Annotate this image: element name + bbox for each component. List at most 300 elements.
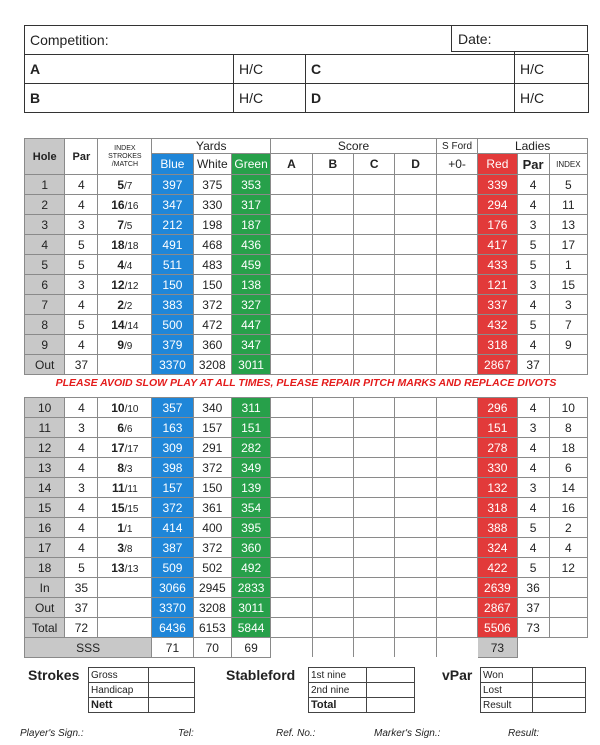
score-b-input[interactable] xyxy=(312,275,353,295)
sss-score-a xyxy=(271,638,312,658)
out-front-blue: 3370 xyxy=(152,355,193,375)
stableford-input[interactable] xyxy=(436,175,477,195)
green-yards: 347 xyxy=(231,335,270,355)
score-b-input[interactable] xyxy=(312,438,353,458)
hole-row xyxy=(25,235,588,255)
score-c-input[interactable] xyxy=(354,538,395,558)
green-yards: 282 xyxy=(231,438,270,458)
par-value: 4 xyxy=(65,518,98,538)
score-header: Score xyxy=(271,139,437,154)
par-value: 5 xyxy=(65,315,98,335)
score-d-input[interactable] xyxy=(395,438,436,458)
green-yards: 151 xyxy=(231,418,270,438)
out-front-label: Out xyxy=(25,355,65,375)
score-d-header: D xyxy=(395,154,436,175)
score-b-input[interactable] xyxy=(312,418,353,438)
score-b-input[interactable] xyxy=(312,398,353,418)
score-a-input[interactable] xyxy=(271,275,312,295)
red-yards: 432 xyxy=(478,315,517,335)
par-value: 3 xyxy=(65,275,98,295)
hole-number: 4 xyxy=(25,235,65,255)
sss-score-d xyxy=(395,638,436,658)
green-yards: 349 xyxy=(231,458,270,478)
total-index-blank xyxy=(98,618,152,638)
stroke-index-value: 3 xyxy=(117,540,125,555)
red-yards: 121 xyxy=(478,275,517,295)
par-value: 4 xyxy=(65,438,98,458)
result-label: Result xyxy=(481,698,533,713)
lost-label: Lost xyxy=(481,683,533,698)
red-yards: 296 xyxy=(478,398,517,418)
hole-row xyxy=(25,458,588,478)
stableford-input[interactable] xyxy=(436,498,477,518)
score-a-input[interactable] xyxy=(271,335,312,355)
score-a-input[interactable] xyxy=(271,558,312,578)
won-input[interactable] xyxy=(533,668,586,683)
white-yards: 400 xyxy=(193,518,231,538)
score-a-input[interactable] xyxy=(271,235,312,255)
red-yards: 337 xyxy=(478,295,517,315)
lost-input[interactable] xyxy=(533,683,586,698)
ladies-index: 10 xyxy=(549,398,587,418)
ladies-par: 4 xyxy=(517,458,549,478)
sss-blank-1 xyxy=(517,638,549,658)
par-value: 4 xyxy=(65,538,98,558)
stroke-index-value: 17 xyxy=(111,440,125,455)
score-a-input[interactable] xyxy=(271,458,312,478)
score-c-input[interactable] xyxy=(354,315,395,335)
score-c-input[interactable] xyxy=(354,255,395,275)
stroke-index xyxy=(98,498,152,518)
hole-number: 18 xyxy=(25,558,65,578)
score-d-input[interactable] xyxy=(395,458,436,478)
white-yards: 372 xyxy=(193,458,231,478)
out-blue: 3370 xyxy=(152,598,193,618)
stroke-index-value: 14 xyxy=(111,317,125,332)
score-a-input[interactable] xyxy=(271,215,312,235)
score-d-input[interactable] xyxy=(395,335,436,355)
ladies-index: 16 xyxy=(549,498,587,518)
in-score-c[interactable] xyxy=(354,578,395,598)
stroke-index-value: 7 xyxy=(117,217,125,232)
total-score-a[interactable] xyxy=(271,618,312,638)
player-b-field[interactable]: B xyxy=(25,84,234,113)
white-yards: 291 xyxy=(193,438,231,458)
score-c-header: C xyxy=(354,154,395,175)
stableford-input[interactable] xyxy=(436,215,477,235)
white-yards: 340 xyxy=(193,398,231,418)
in-score-a[interactable] xyxy=(271,578,312,598)
out-index-blank xyxy=(98,598,152,618)
ladies-par: 4 xyxy=(517,498,549,518)
par-value: 4 xyxy=(65,295,98,315)
ladies-index-header: INDEX xyxy=(549,154,587,175)
out-front-stableford[interactable] xyxy=(436,355,477,375)
sss-blue: 71 xyxy=(152,638,193,658)
stroke-index xyxy=(98,315,152,335)
par-value: 4 xyxy=(65,195,98,215)
par-value: 3 xyxy=(65,418,98,438)
match-index-value: /17 xyxy=(124,443,139,455)
score-b-input[interactable] xyxy=(312,295,353,315)
in-ladies-index-blank xyxy=(549,578,587,598)
score-a-input[interactable] xyxy=(271,315,312,335)
score-a-input[interactable] xyxy=(271,398,312,418)
score-c-input[interactable] xyxy=(354,295,395,315)
score-c-input[interactable] xyxy=(354,275,395,295)
stableford-input[interactable] xyxy=(436,315,477,335)
stroke-index xyxy=(98,255,152,275)
ladies-par: 5 xyxy=(517,315,549,335)
green-yards: 436 xyxy=(231,235,270,255)
score-d-input[interactable] xyxy=(395,175,436,195)
blue-yards: 414 xyxy=(152,518,193,538)
score-a-input[interactable] xyxy=(271,478,312,498)
score-d-input[interactable] xyxy=(395,275,436,295)
score-a-input[interactable] xyxy=(271,438,312,458)
score-d-input[interactable] xyxy=(395,315,436,335)
out-score-b[interactable] xyxy=(312,598,353,618)
total-par: 72 xyxy=(65,618,98,638)
in-blue: 3066 xyxy=(152,578,193,598)
first-nine-input[interactable] xyxy=(367,668,415,683)
red-yards: 339 xyxy=(478,175,517,195)
stableford-total-label: Total xyxy=(309,698,367,713)
in-white: 2945 xyxy=(193,578,231,598)
stableford-input[interactable] xyxy=(436,538,477,558)
ref-no-label: Ref. No.: xyxy=(276,728,316,739)
stableford-total-input[interactable] xyxy=(367,698,415,713)
score-d-input[interactable] xyxy=(395,235,436,255)
red-tee-header: Red xyxy=(478,154,517,175)
ladies-par: 4 xyxy=(517,398,549,418)
hole-number: 7 xyxy=(25,295,65,315)
out-par: 37 xyxy=(65,598,98,618)
stroke-index-value: 5 xyxy=(117,177,125,192)
handicap-input[interactable] xyxy=(149,683,195,698)
out-row xyxy=(25,598,588,618)
score-c-input[interactable] xyxy=(354,418,395,438)
player-b-handicap[interactable]: H/C xyxy=(234,84,306,113)
hole-number: 13 xyxy=(25,458,65,478)
stroke-index xyxy=(98,275,152,295)
par-value: 3 xyxy=(65,478,98,498)
score-b-input[interactable] xyxy=(312,498,353,518)
score-d-input[interactable] xyxy=(395,215,436,235)
vpar-label: vPar xyxy=(442,667,473,683)
stroke-index-value: 10 xyxy=(111,400,125,415)
player-a-field[interactable]: A xyxy=(25,55,234,84)
total-score-c[interactable] xyxy=(354,618,395,638)
hole-row xyxy=(25,215,588,235)
score-c-input[interactable] xyxy=(354,558,395,578)
score-a-input[interactable] xyxy=(271,295,312,315)
stroke-index-value: 12 xyxy=(111,277,125,292)
stableford-input[interactable] xyxy=(436,195,477,215)
score-d-input[interactable] xyxy=(395,295,436,315)
total-ladies-index-blank xyxy=(549,618,587,638)
in-score-b[interactable] xyxy=(312,578,353,598)
par-value: 5 xyxy=(65,235,98,255)
hole-row xyxy=(25,175,588,195)
stableford-input[interactable] xyxy=(436,275,477,295)
out-stableford[interactable] xyxy=(436,598,477,618)
player-c-field[interactable]: C xyxy=(306,55,515,84)
ladies-par: 5 xyxy=(517,518,549,538)
strokes-label: Strokes xyxy=(28,667,80,683)
score-c-input[interactable] xyxy=(354,438,395,458)
score-a-input[interactable] xyxy=(271,195,312,215)
score-b-input[interactable] xyxy=(312,478,353,498)
stroke-index xyxy=(98,438,152,458)
sss-score-b xyxy=(312,638,353,658)
score-d-input[interactable] xyxy=(395,418,436,438)
stableford-input[interactable] xyxy=(436,398,477,418)
second-nine-label: 2nd nine xyxy=(309,683,367,698)
nett-input[interactable] xyxy=(149,698,195,713)
score-d-input[interactable] xyxy=(395,398,436,418)
hole-row xyxy=(25,335,588,355)
ladies-par: 4 xyxy=(517,438,549,458)
in-stableford[interactable] xyxy=(436,578,477,598)
score-a-input[interactable] xyxy=(271,518,312,538)
match-index-value: /15 xyxy=(124,503,139,515)
white-tee-header: White xyxy=(193,154,231,175)
player-c-handicap[interactable]: H/C xyxy=(515,55,589,84)
result-input[interactable] xyxy=(533,698,586,713)
score-d-input[interactable] xyxy=(395,558,436,578)
total-stableford[interactable] xyxy=(436,618,477,638)
blue-yards: 212 xyxy=(152,215,193,235)
out-front-white: 3208 xyxy=(193,355,231,375)
stableford-box xyxy=(308,667,415,713)
out-score-d[interactable] xyxy=(395,598,436,618)
score-c-input[interactable] xyxy=(354,195,395,215)
stroke-index-value: 6 xyxy=(117,420,125,435)
hole-number: 10 xyxy=(25,398,65,418)
ladies-par: 4 xyxy=(517,335,549,355)
score-b-input[interactable] xyxy=(312,215,353,235)
out-ladies-index-blank xyxy=(549,598,587,618)
stroke-index xyxy=(98,518,152,538)
stableford-input[interactable] xyxy=(436,335,477,355)
score-c-input[interactable] xyxy=(354,478,395,498)
total-ladies-par: 73 xyxy=(517,618,549,638)
score-c-input[interactable] xyxy=(354,335,395,355)
sford-header: S Ford xyxy=(436,139,477,154)
score-a-input[interactable] xyxy=(271,418,312,438)
stroke-index-value: 1 xyxy=(117,520,125,535)
blue-yards: 398 xyxy=(152,458,193,478)
stableford-input[interactable] xyxy=(436,295,477,315)
in-label: In xyxy=(25,578,65,598)
green-yards: 459 xyxy=(231,255,270,275)
score-c-input[interactable] xyxy=(354,235,395,255)
stroke-index-value: 9 xyxy=(117,337,125,352)
stableford-input[interactable] xyxy=(436,518,477,538)
score-b-input[interactable] xyxy=(312,255,353,275)
out-front-green: 3011 xyxy=(231,355,270,375)
hole-number: 17 xyxy=(25,538,65,558)
white-yards: 150 xyxy=(193,478,231,498)
out-front-par: 37 xyxy=(65,355,98,375)
stableford-input[interactable] xyxy=(436,418,477,438)
score-b-input[interactable] xyxy=(312,315,353,335)
stroke-index-value: 16 xyxy=(111,197,125,212)
player-a-handicap[interactable]: H/C xyxy=(234,55,306,84)
score-c-input[interactable] xyxy=(354,175,395,195)
score-a-input[interactable] xyxy=(271,498,312,518)
ladies-par: 4 xyxy=(517,195,549,215)
hole-number: 11 xyxy=(25,418,65,438)
total-blue: 6436 xyxy=(152,618,193,638)
stableford-input[interactable] xyxy=(436,458,477,478)
score-c-input[interactable] xyxy=(354,518,395,538)
out-score-a[interactable] xyxy=(271,598,312,618)
blue-yards: 150 xyxy=(152,275,193,295)
out-front-index-blank xyxy=(98,355,152,375)
hole-number: 14 xyxy=(25,478,65,498)
par-value: 5 xyxy=(65,255,98,275)
blue-yards: 357 xyxy=(152,398,193,418)
match-index-value: /5 xyxy=(124,220,133,232)
green-yards: 311 xyxy=(231,398,270,418)
hole-row xyxy=(25,295,588,315)
stableford-input[interactable] xyxy=(436,558,477,578)
match-index-value: /3 xyxy=(124,463,133,475)
player-d-field[interactable]: D xyxy=(306,84,515,113)
sss-blank-2 xyxy=(549,638,587,658)
out-front-ladies-index-blank xyxy=(549,355,587,375)
score-c-input[interactable] xyxy=(354,498,395,518)
gross-input[interactable] xyxy=(149,668,195,683)
score-a-input[interactable] xyxy=(271,255,312,275)
out-front-score-d[interactable] xyxy=(395,355,436,375)
white-yards: 472 xyxy=(193,315,231,335)
stableford-input[interactable] xyxy=(436,478,477,498)
hole-row xyxy=(25,438,588,458)
score-d-input[interactable] xyxy=(395,478,436,498)
out-front-ladies-par: 37 xyxy=(517,355,549,375)
ladies-index: 5 xyxy=(549,175,587,195)
hole-row xyxy=(25,538,588,558)
out-score-c[interactable] xyxy=(354,598,395,618)
yards-header: Yards xyxy=(152,139,271,154)
score-d-input[interactable] xyxy=(395,195,436,215)
stroke-index-value: 4 xyxy=(117,257,125,272)
total-score-d[interactable] xyxy=(395,618,436,638)
stableford-input[interactable] xyxy=(436,235,477,255)
hole-number: 6 xyxy=(25,275,65,295)
score-b-input[interactable] xyxy=(312,235,353,255)
stableford-input[interactable] xyxy=(436,255,477,275)
score-d-input[interactable] xyxy=(395,518,436,538)
score-a-header: A xyxy=(271,154,312,175)
stableford-label: Stableford xyxy=(226,667,296,683)
hole-row xyxy=(25,518,588,538)
score-b-input[interactable] xyxy=(312,195,353,215)
score-c-input[interactable] xyxy=(354,215,395,235)
score-d-input[interactable] xyxy=(395,498,436,518)
stroke-index xyxy=(98,478,152,498)
red-yards: 151 xyxy=(478,418,517,438)
total-score-b[interactable] xyxy=(312,618,353,638)
score-d-input[interactable] xyxy=(395,255,436,275)
stroke-index xyxy=(98,458,152,478)
ladies-index: 18 xyxy=(549,438,587,458)
out-red: 2867 xyxy=(478,598,517,618)
out-green: 3011 xyxy=(231,598,270,618)
blue-yards: 491 xyxy=(152,235,193,255)
player-d-handicap[interactable]: H/C xyxy=(515,84,589,113)
score-b-input[interactable] xyxy=(312,175,353,195)
match-index-value: /16 xyxy=(124,200,139,212)
stroke-index xyxy=(98,418,152,438)
date-field[interactable]: Date: xyxy=(451,25,588,52)
blue-yards: 387 xyxy=(152,538,193,558)
white-yards: 150 xyxy=(193,275,231,295)
gross-label: Gross xyxy=(89,668,149,683)
notice-banner: PLEASE AVOID SLOW PLAY AT ALL TIMES, PLEASE REPAIR PITCH MARKS AND REPLACE DIVOTS xyxy=(55,377,557,389)
par-value: 4 xyxy=(65,175,98,195)
sss-score-c xyxy=(354,638,395,658)
hole-row xyxy=(25,398,588,418)
score-d-input[interactable] xyxy=(395,538,436,558)
competition-field[interactable]: Competition: xyxy=(25,26,515,55)
score-a-input[interactable] xyxy=(271,538,312,558)
red-yards: 417 xyxy=(478,235,517,255)
match-index-value: /18 xyxy=(124,240,139,252)
green-yards: 395 xyxy=(231,518,270,538)
ladies-index: 15 xyxy=(549,275,587,295)
out-front-red: 2867 xyxy=(478,355,517,375)
ladies-par: 4 xyxy=(517,538,549,558)
in-par: 35 xyxy=(65,578,98,598)
score-c-input[interactable] xyxy=(354,398,395,418)
score-b-input[interactable] xyxy=(312,558,353,578)
out-front-score-a[interactable] xyxy=(271,355,312,375)
score-c-input[interactable] xyxy=(354,458,395,478)
green-yards: 317 xyxy=(231,195,270,215)
score-b-input[interactable] xyxy=(312,538,353,558)
in-score-d[interactable] xyxy=(395,578,436,598)
stableford-input[interactable] xyxy=(436,438,477,458)
ladies-par: 3 xyxy=(517,478,549,498)
white-yards: 360 xyxy=(193,335,231,355)
hole-number: 1 xyxy=(25,175,65,195)
ladies-header: Ladies xyxy=(478,139,588,154)
sss-stableford xyxy=(436,638,477,658)
score-b-input[interactable] xyxy=(312,335,353,355)
score-b-input[interactable] xyxy=(312,518,353,538)
hole-number: 15 xyxy=(25,498,65,518)
score-a-input[interactable] xyxy=(271,175,312,195)
out-front-score-c[interactable] xyxy=(354,355,395,375)
score-b-input[interactable] xyxy=(312,458,353,478)
ladies-par-header: Par xyxy=(517,154,549,175)
white-yards: 361 xyxy=(193,498,231,518)
match-index-value: /7 xyxy=(124,180,133,192)
out-front-score-b[interactable] xyxy=(312,355,353,375)
strokes-box xyxy=(88,667,195,713)
stroke-index-value: 11 xyxy=(111,480,125,495)
par-value: 3 xyxy=(65,215,98,235)
hole-row xyxy=(25,195,588,215)
ladies-par: 5 xyxy=(517,255,549,275)
blue-yards: 397 xyxy=(152,175,193,195)
stroke-index xyxy=(98,295,152,315)
second-nine-input[interactable] xyxy=(367,683,415,698)
